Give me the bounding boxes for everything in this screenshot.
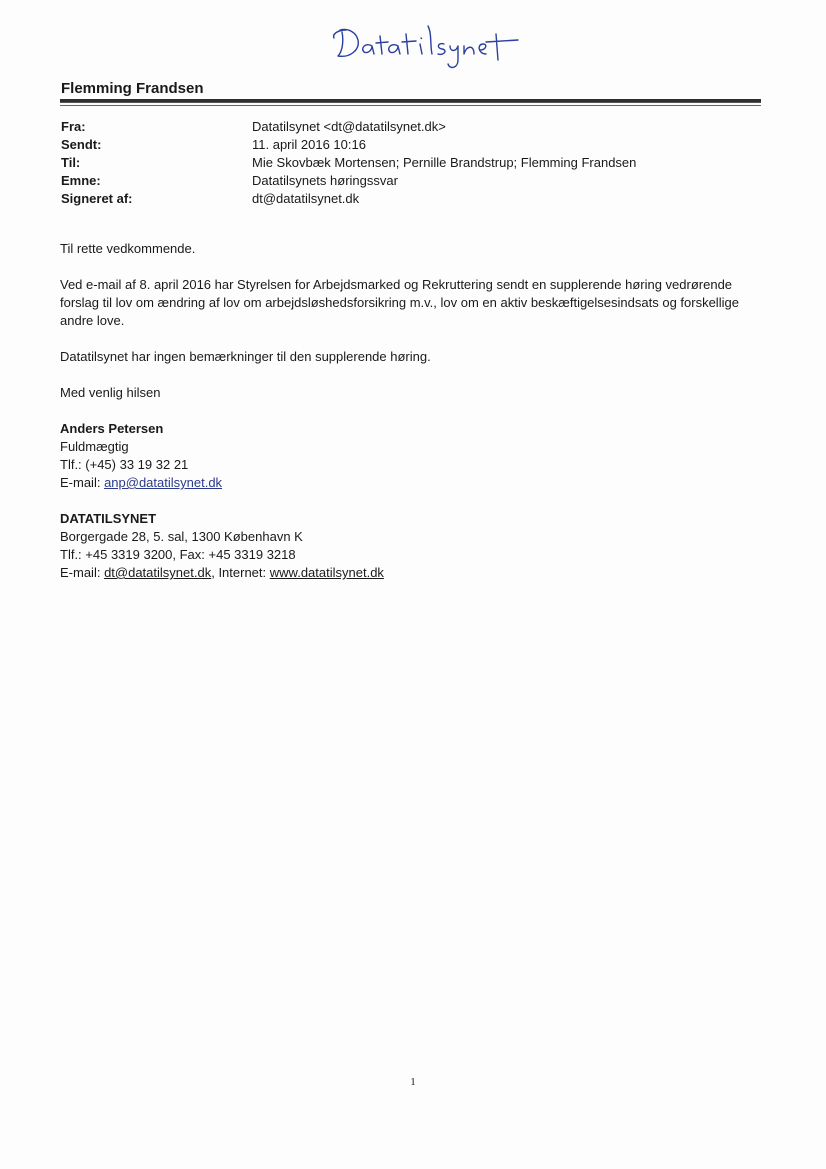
organization-phone-fax: Tlf.: +45 3319 3200, Fax: +45 3319 3218 — [60, 547, 296, 562]
organization-address: Borgergade 28, 5. sal, 1300 København K — [60, 529, 303, 544]
signature-name: Anders Petersen — [60, 421, 164, 436]
meta-value-from: Datatilsynet <dt@datatilsynet.dk> — [252, 119, 446, 134]
closing: Med venlig hilsen — [60, 385, 161, 400]
meta-value-signed-by: dt@datatilsynet.dk — [252, 191, 360, 206]
organization-internet-label: , Internet: — [211, 565, 270, 580]
organization-website-link[interactable]: www.datatilsynet.dk — [269, 565, 384, 580]
header-divider — [60, 99, 761, 103]
meta-label: Til: — [61, 155, 81, 170]
organization-contact-line — [60, 564, 770, 582]
greeting: Til rette vedkommende. — [60, 241, 196, 256]
handwritten-datatilsynet-signature — [328, 16, 548, 76]
meta-row-from — [61, 118, 636, 136]
signature-block — [60, 420, 770, 492]
organization-email-label: E-mail: — [60, 565, 105, 580]
header-divider-thin — [60, 105, 761, 106]
page-number: 1 — [410, 1076, 416, 1088]
body-paragraph: Datatilsynet har ingen bemærkninger til den supplerende høring. — [60, 349, 431, 364]
meta-row-signed-by — [61, 190, 636, 208]
signature-title: Fuldmægtig — [60, 439, 129, 454]
handwritten-annotation — [328, 16, 548, 76]
signature-email-line — [60, 474, 770, 492]
signature-email-label: E-mail: — [60, 475, 105, 490]
meta-value-sent: 11. april 2016 10:16 — [252, 137, 366, 152]
meta-label: Fra: — [61, 119, 86, 134]
signature-email-link[interactable]: anp@datatilsynet.dk — [104, 475, 223, 490]
organization-block — [60, 510, 770, 582]
meta-label: Sendt: — [61, 137, 102, 152]
signature-phone: Tlf.: (+45) 33 19 32 21 — [60, 457, 189, 472]
organization-email-link[interactable]: dt@datatilsynet.dk — [104, 565, 212, 580]
meta-row-to — [61, 154, 636, 172]
recipient-name-heading: Flemming Frandsen — [61, 80, 204, 97]
meta-row-sent — [61, 136, 636, 154]
email-metadata — [61, 118, 636, 208]
email-body — [60, 240, 770, 582]
body-paragraph: Ved e-mail af 8. april 2016 har Styrelsen for Arbejdsmarked og Rekruttering sendt en supplerende høring vedrørende forslag til lov om ændring af lov om arbejdsløshedsforsikring m.v., lov om en aktiv beskæftigelsesindsats og forskellige andre love. — [60, 277, 739, 328]
organization-name: DATATILSYNET — [60, 511, 157, 526]
spacer — [60, 492, 770, 510]
meta-label: Emne: — [61, 173, 101, 188]
meta-value-subject: Datatilsynets høringssvar — [252, 173, 398, 188]
meta-value-to: Mie Skovbæk Mortensen; Pernille Brandstrup; Flemming Frandsen — [252, 155, 637, 170]
meta-label: Signeret af: — [61, 191, 133, 206]
meta-row-subject — [61, 172, 636, 190]
